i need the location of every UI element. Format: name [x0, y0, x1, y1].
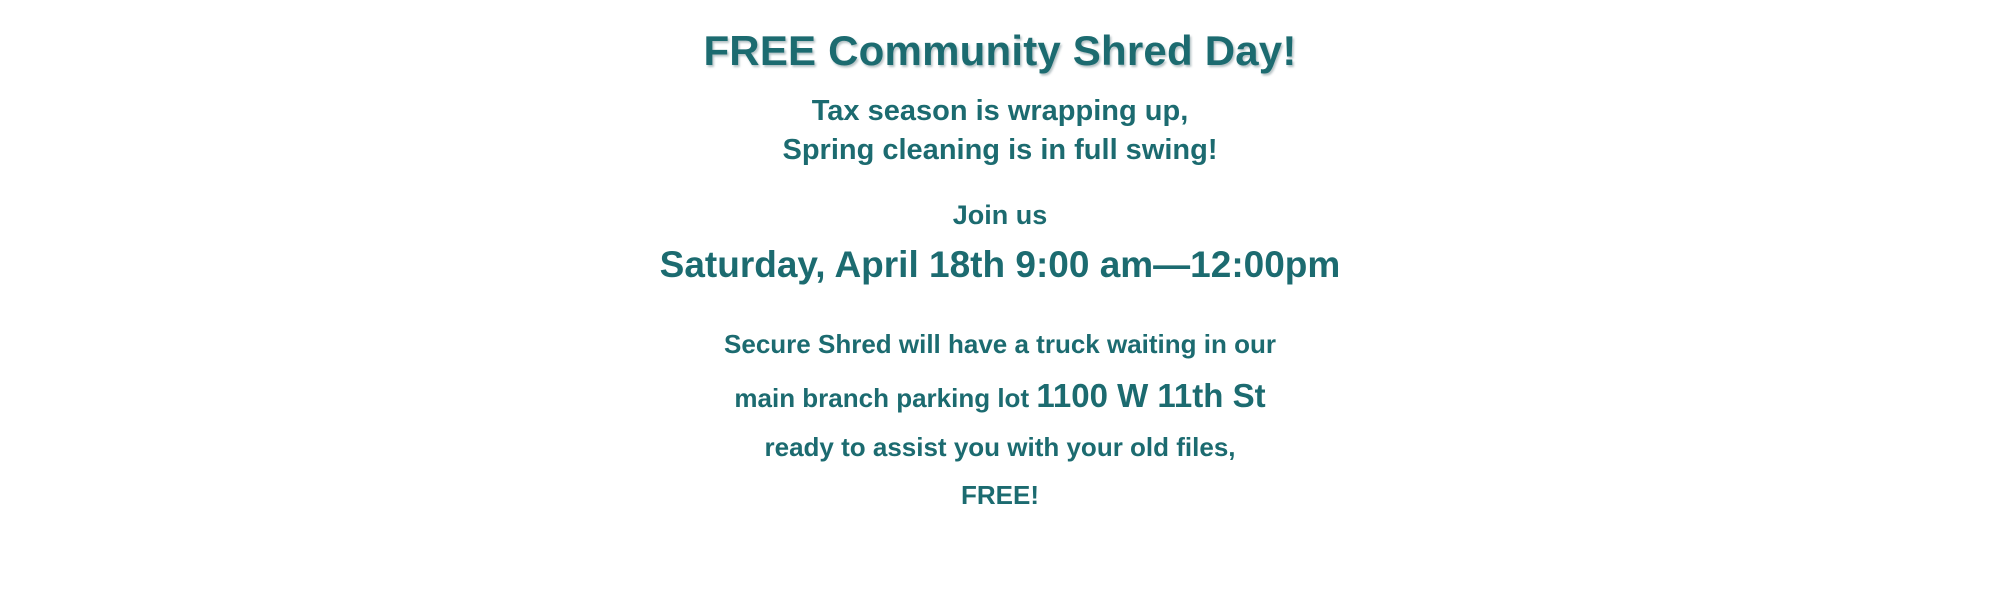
page-title: FREE Community Shred Day! [703, 27, 1297, 74]
details-line-3: ready to assist you with your old files, [764, 432, 1236, 463]
subtitle-line-2: Spring cleaning is in full swing! [782, 134, 1218, 167]
subtitle-line-1: Tax season is wrapping up, [811, 95, 1189, 128]
join-us-text: Join us [952, 200, 1048, 231]
event-address: 1100 W 11th St [1036, 377, 1266, 415]
details-line-2 [0, 367, 2000, 425]
details-line-1: Secure Shred will have a truck waiting in our [724, 328, 1276, 359]
event-date-time: Saturday, April 18th 9:00 am—12:00pm [659, 244, 1341, 286]
subtitle-block [0, 92, 2000, 170]
details-line-2-prefix: main branch parking lot [734, 383, 1037, 414]
event-details-block [0, 322, 2000, 518]
details-line-4-free: FREE! [961, 479, 1039, 510]
